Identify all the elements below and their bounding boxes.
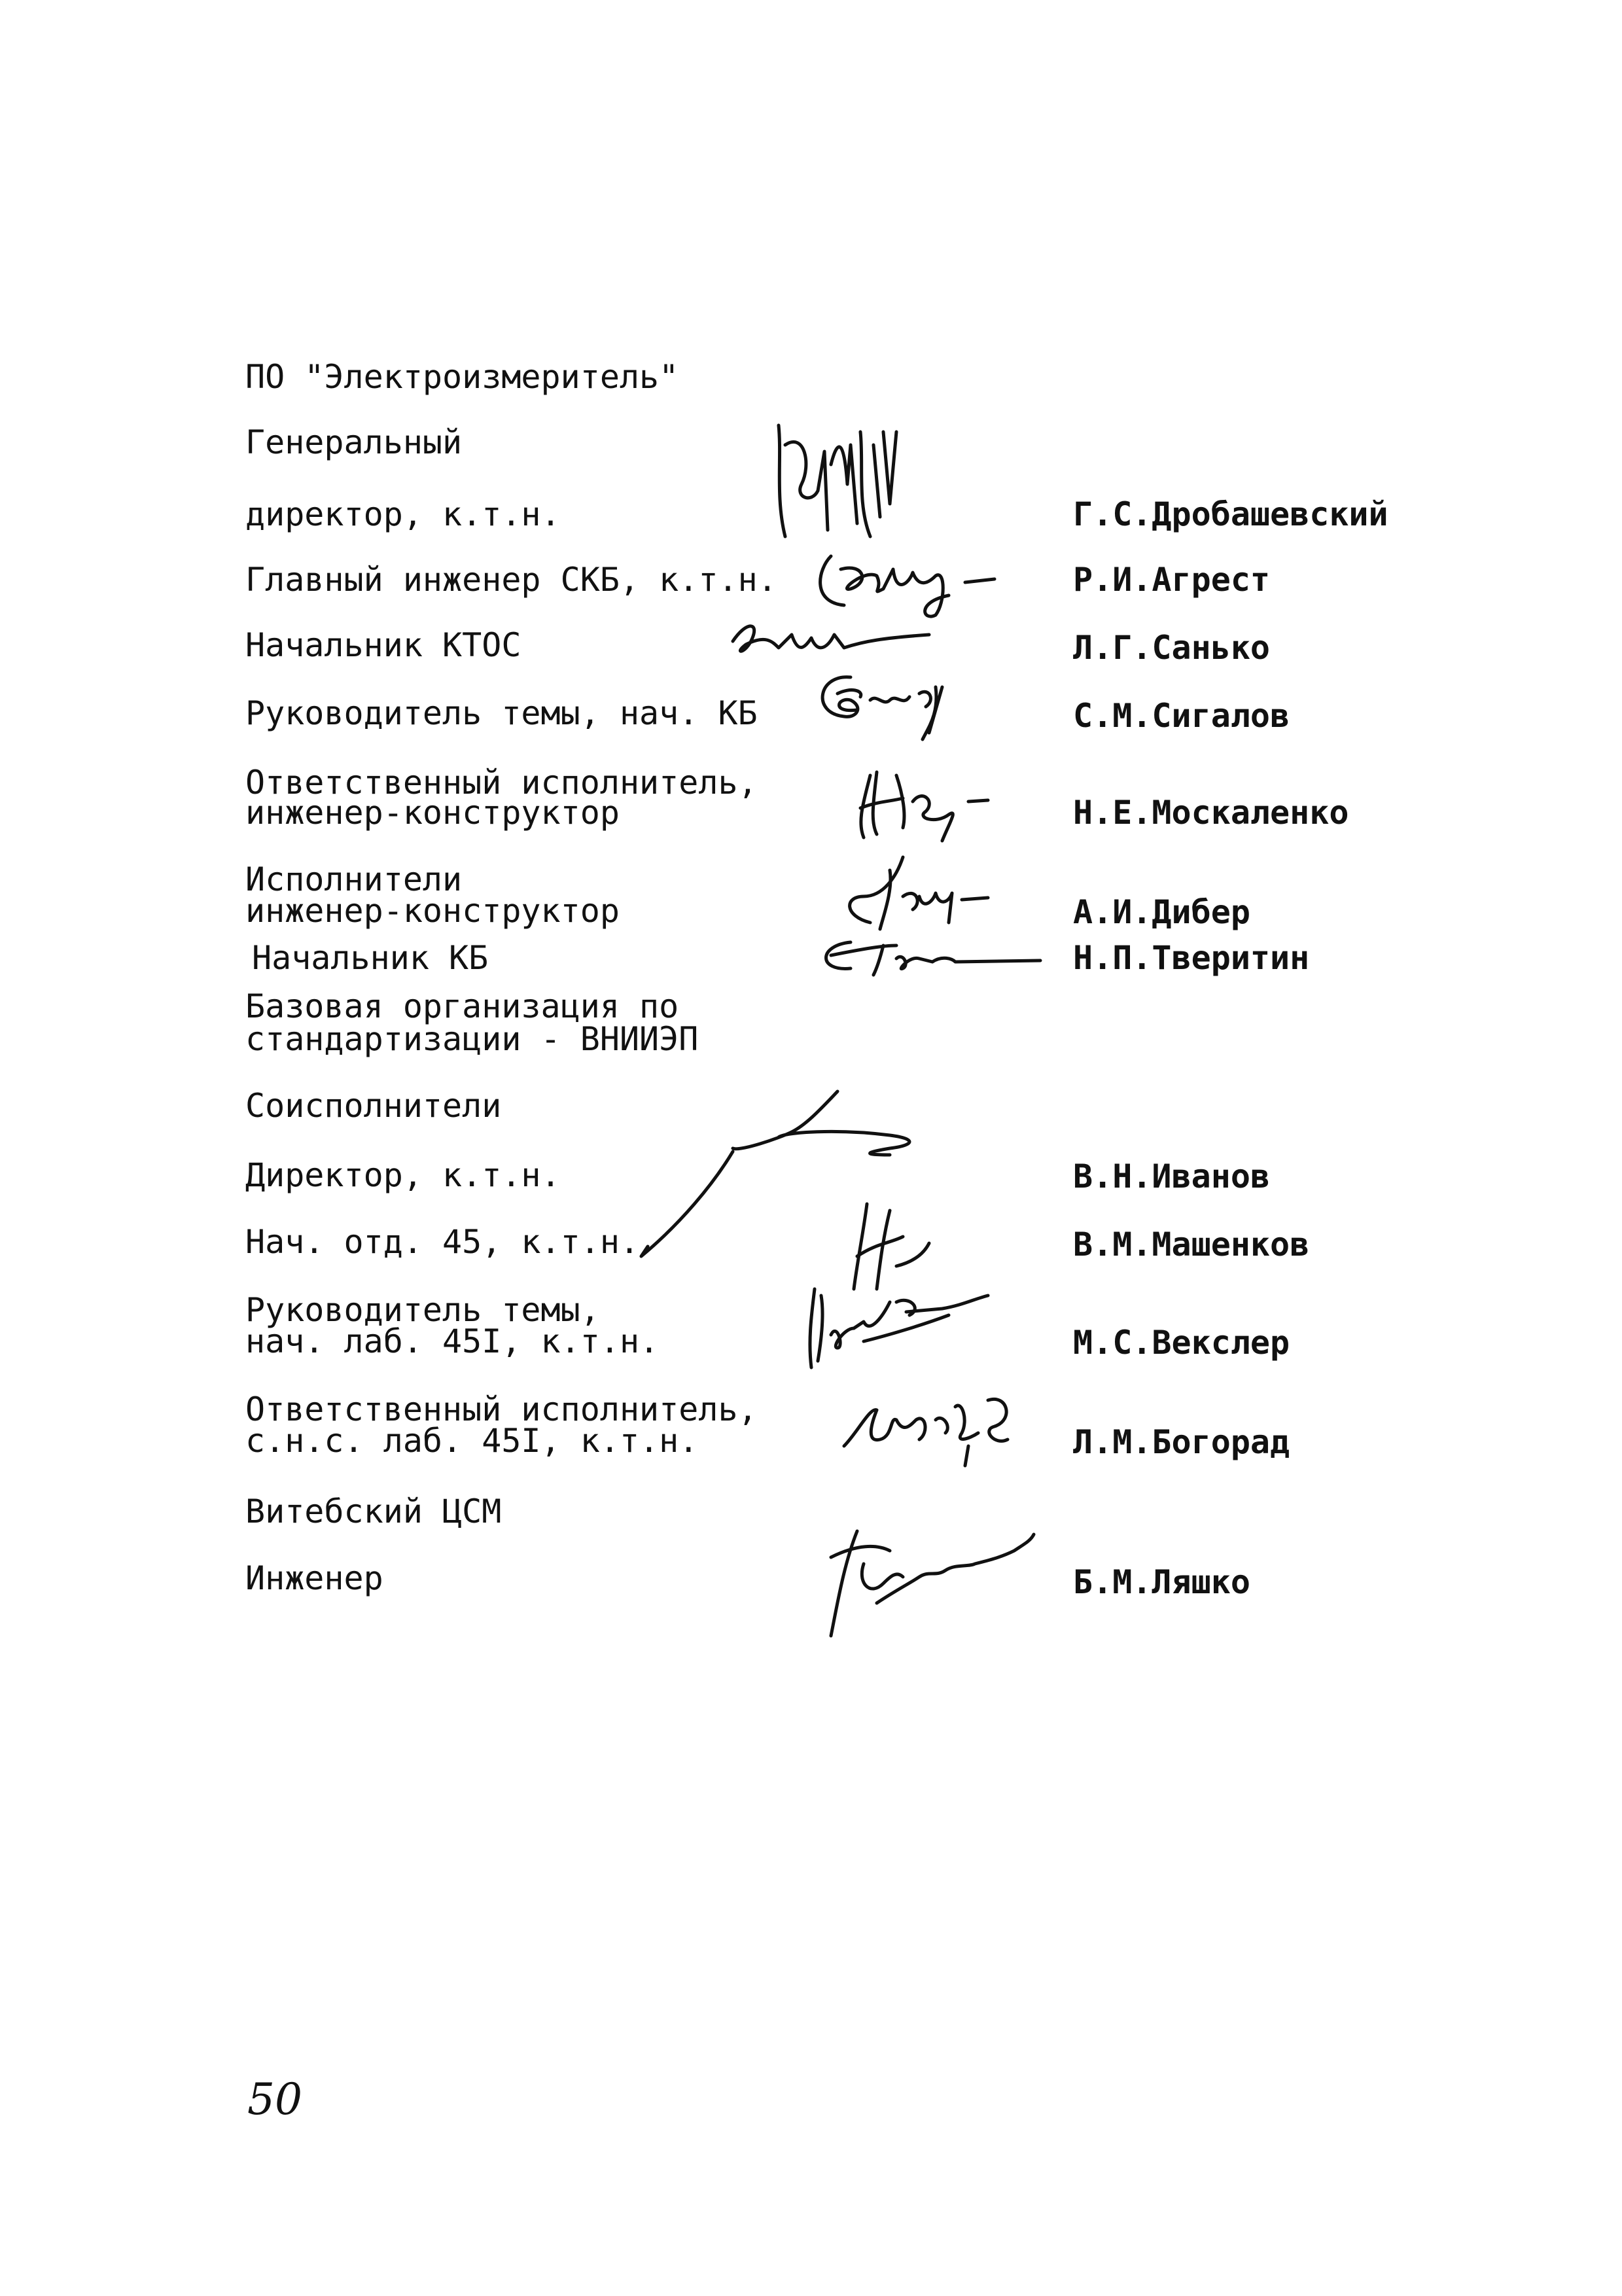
name-moskalenko: Н.Е.Москаленко [1073,794,1349,832]
organization-title: ПО "Электроизмеритель" [245,358,679,396]
position-coexec-theme-2: нач. лаб. 45I, к.т.н. [245,1322,660,1360]
name-agrest: Р.И.Агрест [1073,561,1271,599]
name-tveritin: Н.П.Тверитин [1073,939,1310,977]
position-responsible-1: Ответственный исполнитель, [245,764,758,802]
name-lyashko: Б.М.Ляшко [1073,1563,1250,1601]
position-coexec-resp-2: с.н.с. лаб. 45I, к.т.н. [245,1422,699,1460]
coexecutors-title: Соисполнители [245,1087,502,1125]
position-responsible-2: инженер-конструктор [245,794,620,832]
position-director: Директор, к.т.н. [245,1156,561,1194]
position-kb-head: Начальник КБ [252,939,489,977]
signature-lyashko [805,1505,1053,1649]
position-coexec-resp-1: Ответственный исполнитель, [245,1390,758,1428]
position-dept-head: Нач. отд. 45, к.т.н. [245,1223,640,1261]
signature-moskalenko [851,762,1021,847]
name-sigalov: С.М.Сигалов [1073,697,1290,735]
name-bogorad: Л.М.Богорад [1073,1423,1290,1461]
position-chief-engineer: Главный инженер СКБ, к.т.н. [245,561,777,599]
name-ivanov: В.Н.Иванов [1073,1157,1271,1195]
name-sanko: Л.Г.Санько [1073,629,1271,667]
signature-bogorad [831,1381,1027,1485]
base-org-line1: Базовая организация по [245,987,679,1025]
position-theme-lead: Руководитель темы, нач. КБ [245,694,758,732]
name-veksler: М.С.Векслер [1073,1324,1290,1362]
base-org-line2: стандартизации - ВНИИЭП [245,1020,699,1058]
name-mashenkov: В.М.Машенков [1073,1226,1310,1263]
signature-diber [831,851,1027,936]
name-diber: А.И.Дибер [1073,893,1250,931]
vitebsk-title: Витебский ЦСМ [245,1492,502,1530]
position-coexec-theme-1: Руководитель темы, [245,1291,600,1329]
name-drobashevsky: Г.С.Дробашевский [1073,495,1388,533]
position-engineer: Инженер [245,1559,383,1597]
position-executors-1: Исполнители [245,860,463,898]
signature-veksler [792,1263,1021,1374]
position-executors-2: инженер-конструктор [245,892,620,930]
signature-tveritin [811,929,1047,981]
position-ktos-head: Начальник КТОС [245,626,521,664]
position-general-2: директор, к.т.н. [245,495,561,533]
page-number: 50 [247,2074,302,2125]
signature-sigalov [805,661,1001,752]
position-general-1: Генеральный [245,423,463,461]
